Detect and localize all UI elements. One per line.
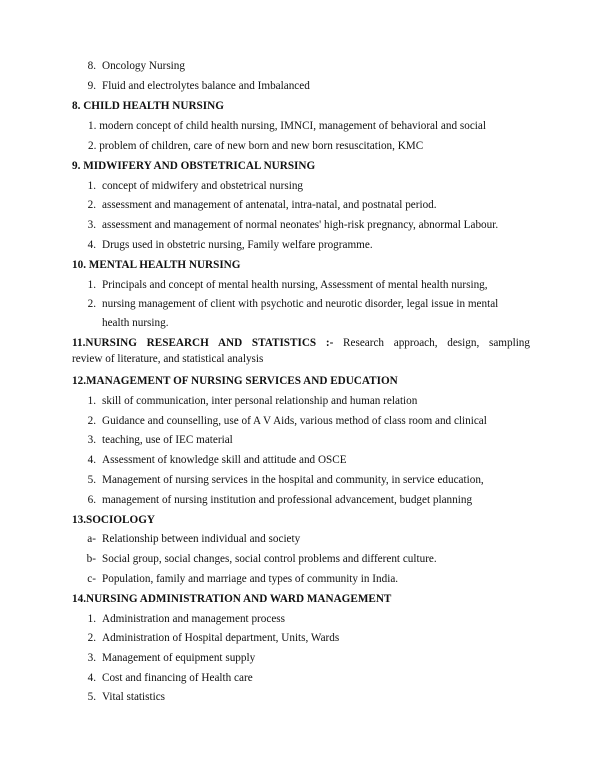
section-heading: 9. MIDWIFERY AND OBSTETRICAL NURSING [72,160,316,172]
list-item: management of nursing institution and professional advancement, budget planning [102,494,473,506]
item-number: 2. [87,632,96,644]
item-number: 4. [87,239,96,251]
list-item: Population, family and marriage and types of community in India. [102,573,399,585]
item-number: 1. [87,613,96,625]
section-heading: 10. MENTAL HEALTH NURSING [72,259,241,271]
list-item: teaching, use of IEC material [102,434,233,446]
item-letter: c- [87,573,96,585]
item-number: 8. [87,60,96,72]
list-item: Drugs used in obstetric nursing, Family welfare programme. [102,239,373,251]
list-item: Vital statistics [102,691,166,703]
section-heading: 11.NURSING RESEARCH AND STATISTICS :- [72,337,334,349]
list-item: Management of equipment supply [102,652,256,664]
list-item: Principals and concept of mental health nursing, Assessment of mental health nursing, [102,279,488,291]
list-item: Cost and financing of Health care [102,672,253,684]
section-text: Research approach, design, sampling [343,337,530,349]
item-number: 2. [87,415,96,427]
list-item: Fluid and electrolytes balance and Imbalanced [102,80,310,92]
item-number: 2. [87,298,96,310]
list-item: Administration and management process [102,613,285,625]
list-item: concept of midwifery and obstetrical nursing [102,180,304,192]
item-number: 4. [87,454,96,466]
list-item-continuation: health nursing. [102,317,169,329]
list-item: assessment and management of antenatal, intra-natal, and postnatal period. [102,199,437,211]
list-item: nursing management of client with psychotic and neurotic disorder, legal issue in mental [102,298,499,310]
item-letter: a- [87,533,96,545]
section-heading: 14.NURSING ADMINISTRATION AND WARD MANAGEMENT [72,593,392,605]
item-letter: b- [86,553,96,565]
item-number: 5. [87,691,96,703]
item-number: 3. [87,652,96,664]
list-item: Oncology Nursing [102,60,185,72]
list-item: 1. modern concept of child health nursing, IMNCI, management of behavioral and social [88,120,486,132]
section-paragraph [72,336,530,350]
list-item: Management of nursing services in the hospital and community, in service education, [102,474,484,486]
item-number: 3. [87,434,96,446]
section-heading: 12.MANAGEMENT OF NURSING SERVICES AND EDUCATION [72,375,398,387]
item-number: 6. [87,494,96,506]
item-number: 1. [87,279,96,291]
list-item: Assessment of knowledge skill and attitude and OSCE [102,454,347,466]
list-item: Social group, social changes, social control problems and different culture. [102,553,437,565]
item-number: 3. [87,219,96,231]
list-item: skill of communication, inter personal relationship and human relation [102,395,418,407]
item-number: 4. [87,672,96,684]
item-number: 9. [87,80,96,92]
section-heading: 13.SOCIOLOGY [72,514,155,526]
list-item: Guidance and counselling, use of A V Aids, various method of class room and clinical [102,415,487,427]
item-number: 1. [87,395,96,407]
list-item: Administration of Hospital department, Units, Wards [102,632,340,644]
list-item: assessment and management of normal neonates' high-risk pregnancy, abnormal Labour. [102,219,499,231]
item-number: 2. [87,199,96,211]
list-item: Relationship between individual and society [102,533,301,545]
item-number: 5. [87,474,96,486]
list-item: 2. problem of children, care of new born and new born resuscitation, KMC [88,140,424,152]
section-heading: 8. CHILD HEALTH NURSING [72,100,224,112]
item-number: 1. [87,180,96,192]
section-text-continuation: review of literature, and statistical analysis [72,353,264,365]
